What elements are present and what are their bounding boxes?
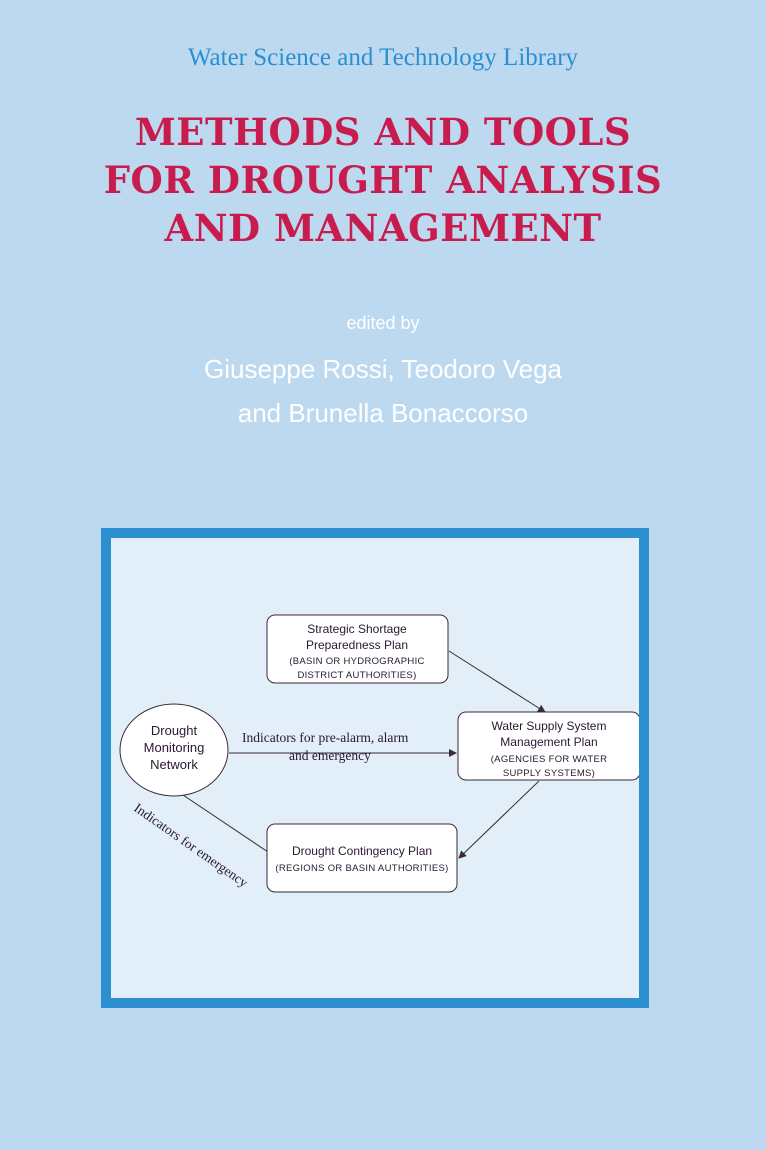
supply-line-1: Water Supply System bbox=[491, 719, 607, 733]
strategic-line-4: DISTRICT AUTHORITIES) bbox=[297, 670, 417, 681]
label-emergency: Indicators for emergency bbox=[131, 800, 251, 891]
monitoring-line-2: Monitoring bbox=[143, 740, 205, 755]
strategic-line-1: Strategic Shortage bbox=[307, 622, 407, 636]
edited-by-label: edited by bbox=[346, 313, 420, 333]
contingency-line-1: Drought Contingency Plan bbox=[291, 844, 433, 858]
series-title: Water Science and Technology Library bbox=[187, 44, 579, 71]
label-prealarm-line-1: Indicators for pre-alarm, alarm bbox=[242, 730, 409, 745]
editors-line-2: and Brunella Bonaccorso bbox=[237, 398, 529, 428]
editors bbox=[0, 347, 766, 435]
strategic-plan-node bbox=[267, 615, 448, 683]
flow-diagram bbox=[111, 538, 639, 998]
drought-contingency-plan-node bbox=[267, 824, 457, 892]
monitoring-line-3: Network bbox=[150, 757, 198, 772]
title-line-2: FOR DROUGHT ANALYSIS bbox=[103, 158, 663, 202]
strategic-line-3: (BASIN OR HYDROGRAPHIC bbox=[289, 656, 425, 667]
arrow-supply-to-contingency bbox=[459, 781, 539, 858]
supply-line-2: Management Plan bbox=[500, 735, 598, 749]
monitoring-line-1: Drought bbox=[150, 723, 198, 738]
title-line-3: AND MANAGEMENT bbox=[164, 206, 602, 250]
drought-monitoring-network-node bbox=[120, 704, 228, 796]
editors-line-1: Giuseppe Rossi, Teodoro Vega bbox=[204, 354, 562, 384]
supply-line-3: (AGENCIES FOR WATER bbox=[490, 754, 608, 765]
contingency-line-2: (REGIONS OR BASIN AUTHORITIES) bbox=[275, 863, 449, 874]
book-title bbox=[0, 108, 766, 252]
arrow-strategic-to-supply bbox=[449, 651, 545, 712]
cover-diagram bbox=[101, 528, 649, 1008]
supply-line-4: SUPPLY SYSTEMS) bbox=[502, 768, 596, 779]
strategic-line-2: Preparedness Plan bbox=[305, 638, 409, 652]
water-supply-plan-node bbox=[458, 712, 639, 780]
label-prealarm-line-2: and emergency bbox=[289, 748, 371, 763]
title-line-1: METHODS AND TOOLS bbox=[134, 110, 632, 154]
